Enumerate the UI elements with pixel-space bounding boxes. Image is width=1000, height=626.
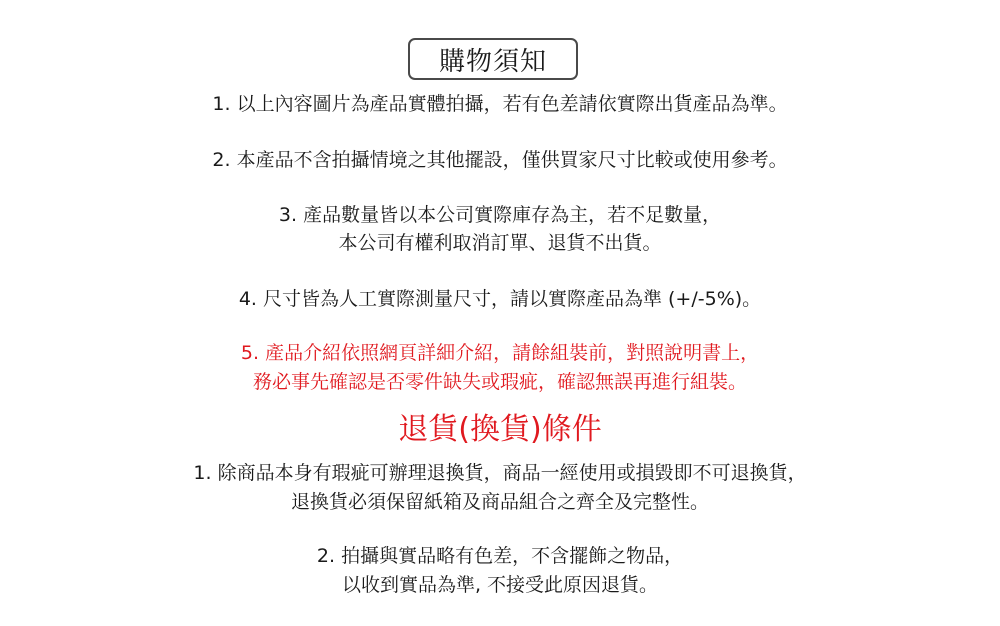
purchase-notice-item-3-line-1: 3. 產品數量皆以本公司實際庫存為主，若不足數量， [278, 204, 722, 226]
purchase-notice-title: 購物須知 [408, 38, 578, 80]
return-conditions-item-2-line-1: 2. 拍攝與實品略有色差，不含擺飾之物品， [316, 545, 684, 567]
return-conditions-title: 退貨(換貨)條件 [398, 412, 602, 447]
return-conditions-item-2-line-2: 以收到實品為準, 不接受此原因退貨。 [341, 574, 659, 596]
purchase-notice-item-2: 2. 本產品不含拍攝情境之其他擺設，僅供買家尺寸比較或使用參考。 [212, 149, 788, 171]
return-conditions-item-1-line-2: 退換貨必須保留紙箱及商品組合之齊全及完整性。 [290, 491, 709, 513]
purchase-notice-item-4: 4. 尺寸皆為人工實際測量尺寸，請以實際產品為準 (+/-5%)。 [238, 288, 762, 310]
purchase-notice-item-5-line-2: 務必事先確認是否零件缺失或瑕疵，確認無誤再進行組裝。 [252, 371, 747, 393]
purchase-notice-item-1: 1. 以上內容圖片為產品實體拍攝，若有色差請依實際出貨產品為準。 [212, 93, 788, 115]
return-conditions-item-1-line-1: 1. 除商品本身有瑕疵可辦理退換貨，商品一經使用或損毀即不可退換貨， [193, 462, 807, 484]
purchase-notice-item-3-line-2: 本公司有權利取消訂單、退貨不出貨。 [338, 232, 662, 254]
purchase-notice-item-5-line-1: 5. 產品介紹依照網頁詳細介紹，請餘組裝前，對照說明書上， [240, 342, 760, 364]
